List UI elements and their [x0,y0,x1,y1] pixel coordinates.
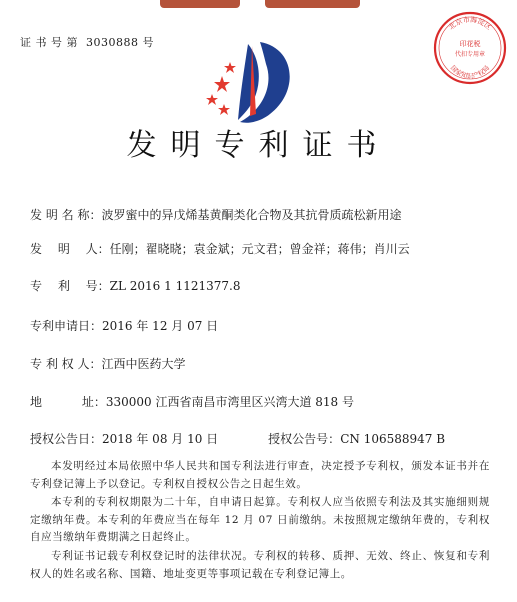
top-decorative-banner [160,0,360,8]
patent-office-emblem-icon [200,36,305,128]
certificate-title: 发明专利证书 [126,128,391,163]
legal-paragraph-grant: 本发明经过本局依照中华人民共和国专利法进行审查，决定授予专利权，颁发本证书并在专利登记簿上予以登记。专利权自授权公告之日起生效。 [30,460,490,490]
patent-number-label: 专 利 号： [30,279,110,293]
legal-paragraph-register: 专利证书记载专利权登记时的法律状况。专利权的转移、质押、无效、终止、恢复和专利权人的姓名或名称、国籍、地址变更等事项记载在专利登记簿上。 [30,550,490,580]
inventor-label: 发 明 人： [30,242,110,256]
certificate-number-value: 3030888 号 [86,36,154,49]
grant-publication-row [30,430,445,447]
address-row [30,393,354,410]
legal-paragraph-term: 本专利的专利权期限为二十年，自申请日起算。专利权人应当依照专利法及其实施细则规定缴纳年费。本专利的年费应当在每年 12 月 07 日前缴纳。未按照规定缴纳年费的，专利权自应当缴纳年费期满之日起终止。 [30,496,490,543]
grant-number-value: CN 106588947 B [340,432,446,446]
invention-name-label: 发 明 名 称： [30,208,102,222]
invention-name-value: 波罗蜜中的异戊烯基黄酮类化合物及其抗骨质疏松新用途 [101,208,402,222]
grant-number-label: 授权公告号： [268,432,341,446]
seal-bottom-text: 国家知识产权局 [448,63,492,81]
filing-date-value: 2016 年 12 月 07 日 [102,319,219,333]
inventor-value: 任刚；翟晓晓；袁金斌；元文君；曾金祥；蒋伟；肖川云 [109,242,410,256]
invention-name-row [30,206,401,223]
patentee-label: 专 利 权 人： [30,357,102,371]
seal-center-line1: 印花税 [459,40,481,48]
certificate-number-label: 证 书 号 第 [20,36,78,49]
grant-date-label: 授权公告日： [30,432,103,446]
patentee-row [30,355,185,372]
inventor-row [30,240,410,257]
seal-ring-text: 北京市海淀区 [447,15,493,32]
svg-text:国家知识产权局 [449,63,492,80]
filing-date-label: 专利申请日： [30,319,103,333]
patent-number-value: ZL 2016 1 1121377.8 [109,279,241,293]
address-label: 地 址： [30,395,106,409]
grant-date-value: 2018 年 08 月 10 日 [102,432,219,446]
filing-date-row [30,317,218,334]
patent-number-row [30,277,240,294]
patentee-value: 江西中医药大学 [101,357,186,371]
official-seal-stamp [432,10,508,86]
seal-center-line2: 代扣专用章 [454,51,486,58]
certificate-number [20,34,154,50]
address-value: 330000 江西省南昌市湾里区兴湾大道 818 号 [105,395,354,409]
